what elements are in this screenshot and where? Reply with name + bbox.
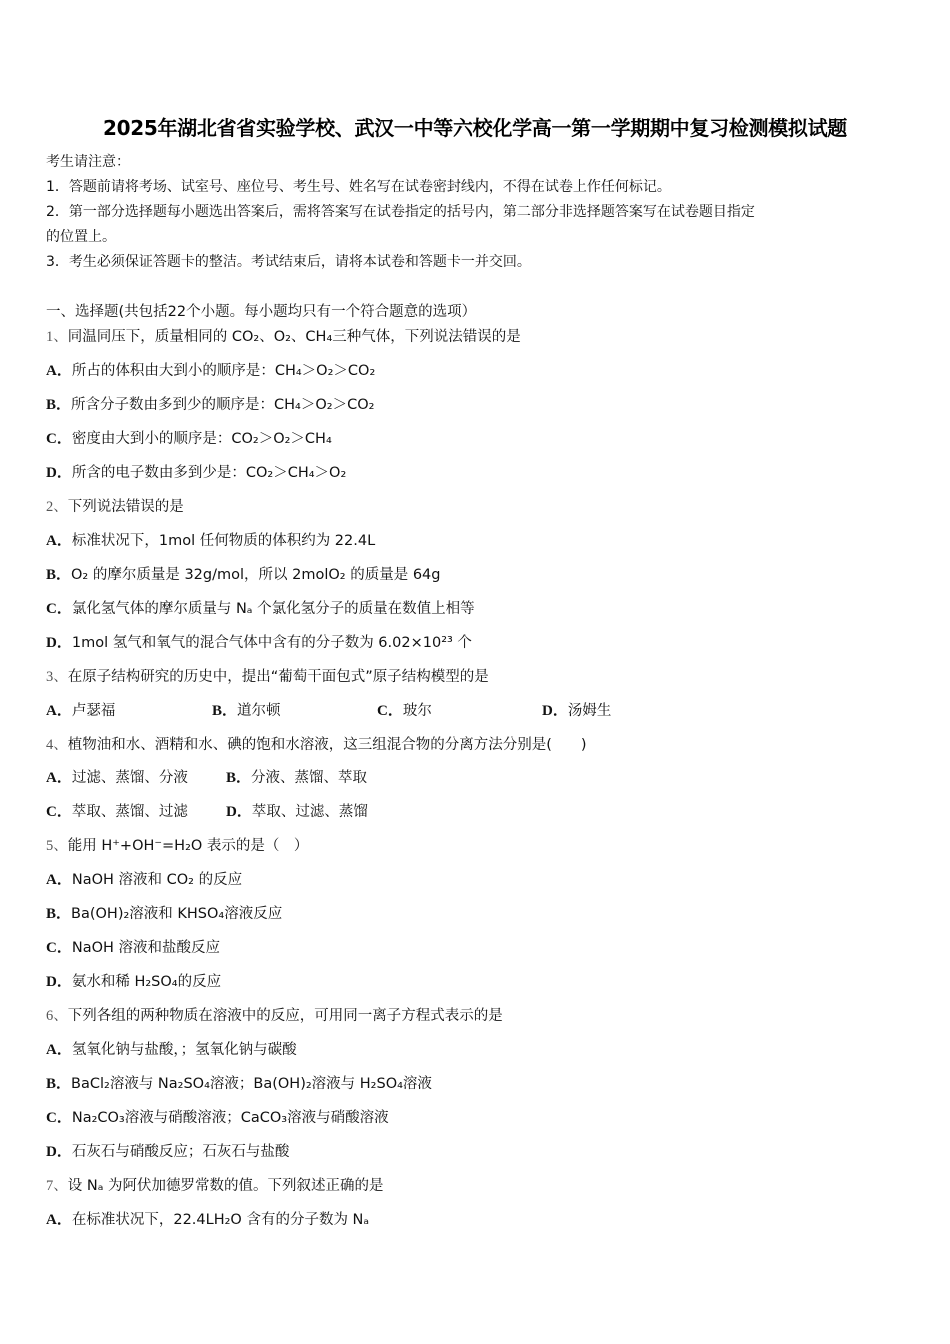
option-3a[interactable] [46, 701, 115, 721]
option-5d[interactable] [46, 972, 221, 992]
option-label: D． [542, 703, 568, 719]
option-6c[interactable] [46, 1108, 389, 1128]
option-text: 萃取、过滤、蒸馏 [251, 804, 368, 820]
notice-heading: 考生请注意： [46, 154, 130, 170]
option-text: NaOH 溶液和盐酸反应 [71, 940, 221, 956]
option-4b[interactable] [226, 768, 367, 788]
option-text: 氯化氢气体的摩尔质量与 Nₐ 个氯化氢分子的质量在数值上相等 [71, 601, 475, 617]
option-text: 过滤、蒸馏、分液 [71, 770, 188, 786]
question-5 [46, 836, 308, 856]
option-text: 氨水和稀 H₂SO₄的反应 [71, 974, 222, 990]
option-text: 所含分子数由多到少的顺序是：CH₄＞O₂＞CO₂ [71, 397, 375, 413]
option-label: C． [46, 804, 72, 820]
option-text: 氢氧化钠与盐酸，；氢氧化钠与碳酸 [71, 1042, 297, 1058]
question-stem: 设 Nₐ 为阿伏加德罗常数的值。下列叙述正确的是 [67, 1178, 384, 1194]
option-5c[interactable] [46, 938, 220, 958]
option-text: Na₂CO₃溶液与硝酸溶液；CaCO₃溶液与硝酸溶液 [71, 1110, 389, 1126]
question-4 [46, 735, 587, 755]
option-2a[interactable] [46, 531, 375, 551]
question-stem: 植物油和水、酒精和水、碘的饱和水溶液，这三组混合物的分离方法分别是( ) [67, 737, 587, 753]
option-3c[interactable] [377, 701, 432, 721]
question-number: 7、 [46, 1178, 68, 1194]
option-label: A． [46, 533, 72, 549]
question-stem: 下列说法错误的是 [67, 499, 184, 515]
option-1a[interactable] [46, 361, 375, 381]
question-number: 6、 [46, 1008, 68, 1024]
option-6d[interactable] [46, 1142, 289, 1162]
option-label: C． [46, 1110, 72, 1126]
option-label: D． [46, 465, 72, 481]
option-text: 标准状况下，1mol 任何物质的体积约为 22.4L [71, 533, 376, 549]
option-label: B． [212, 703, 238, 719]
option-text: NaOH 溶液和 CO₂ 的反应 [71, 872, 243, 888]
notice-item-3: 3．考生必须保证答题卡的整洁。考试结束后，请将本试卷和答题卡一并交回。 [46, 254, 531, 270]
question-1 [46, 327, 521, 347]
option-2c[interactable] [46, 599, 475, 619]
option-label: B． [46, 906, 72, 922]
question-number: 3、 [46, 669, 68, 685]
option-label: C． [46, 601, 72, 617]
option-label: C． [377, 703, 403, 719]
option-text: Ba(OH)₂溶液和 KHSO₄溶液反应 [71, 906, 283, 922]
option-text: 所占的体积由大到小的顺序是：CH₄＞O₂＞CO₂ [71, 363, 376, 379]
option-7a[interactable] [46, 1210, 369, 1230]
section-header: 一、选择题(共包括22个小题。每小题均只有一个符合题意的选项） [46, 304, 477, 320]
option-6a[interactable] [46, 1040, 297, 1060]
question-number: 2、 [46, 499, 68, 515]
option-label: D． [46, 974, 72, 990]
option-text: 玻尔 [402, 703, 432, 719]
option-4a[interactable] [46, 768, 188, 788]
question-number: 1、 [46, 329, 68, 345]
option-label: A． [46, 363, 72, 379]
option-text: 萃取、蒸馏、过滤 [71, 804, 188, 820]
question-number: 5、 [46, 838, 68, 854]
option-text: 道尔顿 [237, 703, 281, 719]
option-2b[interactable] [46, 565, 440, 585]
question-stem: 同温同压下，质量相同的 CO₂、O₂、CH₄三种气体，下列说法错误的是 [67, 329, 521, 345]
option-text: 卢瑟福 [71, 703, 116, 719]
option-label: A． [46, 1042, 72, 1058]
option-label: C． [46, 431, 72, 447]
option-label: D． [226, 804, 252, 820]
option-label: C． [46, 940, 72, 956]
question-2 [46, 497, 184, 517]
question-3 [46, 667, 489, 687]
option-3d[interactable] [542, 701, 611, 721]
option-1d[interactable] [46, 463, 346, 483]
option-label: D． [46, 635, 72, 651]
option-text: 汤姆生 [567, 703, 612, 719]
notice-item-2-cont: 的位置上。 [46, 229, 116, 245]
question-number: 4、 [46, 737, 68, 753]
option-5a[interactable] [46, 870, 242, 890]
option-text: 石灰石与硝酸反应；石灰石与盐酸 [71, 1144, 290, 1160]
option-1c[interactable] [46, 429, 332, 449]
option-text: BaCl₂溶液与 Na₂SO₄溶液；Ba(OH)₂溶液与 H₂SO₄溶液 [71, 1076, 432, 1092]
option-text: 所含的电子数由多到少是：CO₂＞CH₄＞O₂ [71, 465, 347, 481]
option-text: 密度由大到小的顺序是：CO₂＞O₂＞CH₄ [71, 431, 332, 447]
option-4d[interactable] [226, 802, 368, 822]
option-1b[interactable] [46, 395, 374, 415]
option-text: 在标准状况下，22.4LH₂O 含有的分子数为 Nₐ [71, 1212, 370, 1228]
page-title: 2025年湖北省省实验学校、武汉一中等六校化学高一第一学期期中复习检测模拟试题 [103, 116, 847, 140]
option-6b[interactable] [46, 1074, 432, 1094]
option-text: 1mol 氢气和氧气的混合气体中含有的分子数为 6.02×10²³ 个 [71, 635, 472, 651]
option-2d[interactable] [46, 633, 472, 653]
notice-item-1: 1．答题前请将考场、试室号、座位号、考生号、姓名写在试卷密封线内，不得在试卷上作任何标记。 [46, 179, 671, 195]
option-5b[interactable] [46, 904, 282, 924]
option-label: B． [46, 567, 72, 583]
option-text: O₂ 的摩尔质量是 32g/mol，所以 2molO₂ 的质量是 64g [71, 567, 441, 583]
option-label: A． [46, 1212, 72, 1228]
option-label: B． [46, 397, 72, 413]
option-3b[interactable] [212, 701, 281, 721]
question-stem: 在原子结构研究的历史中，提出“葡萄干面包式”原子结构模型的是 [67, 669, 489, 685]
option-label: A． [46, 872, 72, 888]
question-6 [46, 1006, 503, 1026]
question-stem: 能用 H⁺+OH⁻=H₂O 表示的是（ ） [67, 838, 309, 854]
option-label: D． [46, 1144, 72, 1160]
option-label: A． [46, 703, 72, 719]
question-stem: 下列各组的两种物质在溶液中的反应，可用同一离子方程式表示的是 [67, 1008, 503, 1024]
option-4c[interactable] [46, 802, 188, 822]
option-label: A． [46, 770, 72, 786]
question-7 [46, 1176, 384, 1196]
notice-item-2: 2．第一部分选择题每小题选出答案后，需将答案写在试卷指定的括号内，第二部分非选择题答案写在试卷题目指定 [46, 204, 755, 220]
option-text: 分液、蒸馏、萃取 [251, 770, 368, 786]
option-label: B． [226, 770, 252, 786]
option-label: B． [46, 1076, 72, 1092]
